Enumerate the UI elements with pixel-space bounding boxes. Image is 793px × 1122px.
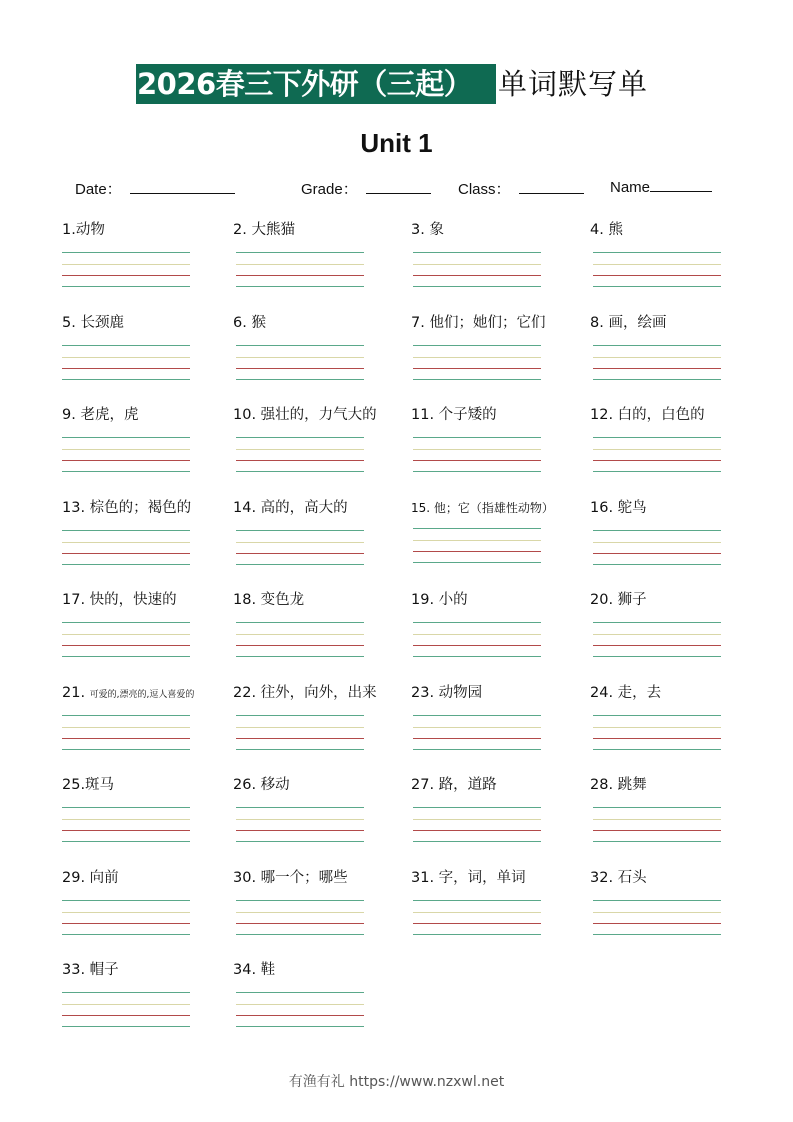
writing-lines[interactable] bbox=[413, 807, 541, 843]
word-prompt: 27. 路，道路 bbox=[411, 777, 497, 793]
writing-lines[interactable] bbox=[62, 622, 190, 658]
writing-line bbox=[236, 727, 364, 728]
word-prompt: 17. 快的，快速的 bbox=[62, 592, 177, 608]
word-prompt: 2. 大熊猫 bbox=[233, 222, 295, 238]
writing-lines[interactable] bbox=[413, 345, 541, 381]
word-prompt: 31. 字，词，单词 bbox=[411, 870, 526, 886]
word-prompt: 33. 帽子 bbox=[62, 962, 119, 978]
writing-line bbox=[236, 819, 364, 820]
word-prompt: 15. 他；它（指雄性动物） bbox=[411, 501, 554, 515]
title-text: 单词默写单 bbox=[498, 67, 649, 101]
writing-line bbox=[593, 715, 721, 716]
writing-line bbox=[236, 749, 364, 750]
unit-heading: Unit 1 bbox=[360, 128, 433, 158]
writing-line bbox=[236, 912, 364, 913]
writing-line bbox=[593, 471, 721, 472]
writing-line bbox=[62, 934, 190, 935]
title-row bbox=[0, 64, 793, 106]
writing-line bbox=[413, 738, 541, 739]
writing-line bbox=[62, 530, 190, 531]
writing-line bbox=[236, 992, 364, 993]
writing-lines[interactable] bbox=[413, 437, 541, 473]
word-item bbox=[590, 314, 760, 394]
writing-line bbox=[62, 1015, 190, 1016]
writing-line bbox=[593, 923, 721, 924]
word-prompt: 18. 变色龙 bbox=[233, 592, 305, 608]
writing-line bbox=[593, 357, 721, 358]
word-item bbox=[411, 684, 581, 764]
writing-line bbox=[413, 715, 541, 716]
writing-line bbox=[413, 645, 541, 646]
writing-line bbox=[62, 1004, 190, 1005]
writing-line bbox=[236, 357, 364, 358]
writing-line bbox=[593, 819, 721, 820]
title-highlight: 2026春三下外研（三起） bbox=[136, 64, 496, 104]
writing-line bbox=[236, 530, 364, 531]
writing-line bbox=[236, 738, 364, 739]
word-item bbox=[233, 591, 403, 671]
word-prompt: 14. 高的，高大的 bbox=[233, 500, 348, 516]
writing-line bbox=[593, 437, 721, 438]
writing-line bbox=[62, 634, 190, 635]
writing-lines[interactable] bbox=[413, 622, 541, 658]
writing-line bbox=[413, 622, 541, 623]
writing-line bbox=[236, 622, 364, 623]
writing-line bbox=[413, 819, 541, 820]
word-prompt: 5. 长颈鹿 bbox=[62, 315, 124, 331]
writing-line bbox=[593, 727, 721, 728]
writing-line bbox=[593, 368, 721, 369]
word-prompt: 32. 石头 bbox=[590, 870, 647, 886]
word-item bbox=[233, 221, 403, 301]
word-item bbox=[590, 684, 760, 764]
writing-line bbox=[236, 634, 364, 635]
writing-line bbox=[236, 345, 364, 346]
info-label: Class： bbox=[458, 181, 511, 198]
word-item bbox=[590, 776, 760, 856]
writing-line bbox=[62, 912, 190, 913]
writing-line bbox=[413, 634, 541, 635]
writing-line bbox=[413, 471, 541, 472]
writing-line bbox=[62, 727, 190, 728]
writing-line bbox=[62, 379, 190, 380]
word-prompt: 1.动物 bbox=[62, 222, 105, 238]
word-item bbox=[62, 961, 232, 1041]
writing-line bbox=[62, 471, 190, 472]
writing-line bbox=[413, 830, 541, 831]
writing-line bbox=[413, 900, 541, 901]
writing-lines[interactable] bbox=[593, 807, 721, 843]
writing-line bbox=[236, 934, 364, 935]
writing-line bbox=[413, 841, 541, 842]
writing-line bbox=[62, 286, 190, 287]
word-prompt: 25.斑马 bbox=[62, 777, 115, 793]
info-blank-line[interactable] bbox=[519, 180, 584, 194]
writing-line bbox=[62, 819, 190, 820]
word-prompt: 9. 老虎，虎 bbox=[62, 407, 139, 423]
writing-line bbox=[236, 1004, 364, 1005]
writing-line bbox=[413, 749, 541, 750]
writing-line bbox=[62, 449, 190, 450]
writing-line bbox=[413, 252, 541, 253]
writing-lines[interactable] bbox=[593, 715, 721, 751]
writing-line bbox=[62, 542, 190, 543]
writing-lines[interactable] bbox=[593, 252, 721, 288]
writing-line bbox=[62, 645, 190, 646]
writing-lines[interactable] bbox=[413, 900, 541, 936]
writing-line bbox=[593, 622, 721, 623]
word-prompt: 3. 象 bbox=[411, 222, 444, 238]
writing-line bbox=[413, 437, 541, 438]
writing-lines[interactable] bbox=[236, 437, 364, 473]
word-prompt: 7. 他们；她们；它们 bbox=[411, 315, 546, 331]
writing-line bbox=[62, 368, 190, 369]
writing-line bbox=[593, 379, 721, 380]
writing-line bbox=[593, 841, 721, 842]
writing-line bbox=[62, 460, 190, 461]
writing-line bbox=[593, 460, 721, 461]
word-item bbox=[233, 499, 403, 579]
word-item bbox=[62, 776, 232, 856]
writing-line bbox=[62, 715, 190, 716]
writing-line bbox=[593, 542, 721, 543]
writing-lines[interactable] bbox=[236, 715, 364, 751]
word-prompt: 8. 画，绘画 bbox=[590, 315, 667, 331]
writing-line bbox=[62, 252, 190, 253]
word-item bbox=[590, 591, 760, 671]
info-field-class[interactable] bbox=[458, 178, 584, 199]
word-item bbox=[62, 591, 232, 671]
word-item bbox=[233, 961, 403, 1041]
writing-line bbox=[413, 264, 541, 265]
writing-line bbox=[413, 449, 541, 450]
writing-line bbox=[236, 275, 364, 276]
word-item bbox=[233, 314, 403, 394]
word-item bbox=[411, 591, 581, 671]
writing-lines[interactable] bbox=[62, 807, 190, 843]
writing-line bbox=[413, 345, 541, 346]
info-blank-line[interactable] bbox=[650, 178, 712, 192]
writing-line bbox=[413, 912, 541, 913]
writing-line bbox=[593, 656, 721, 657]
writing-line bbox=[413, 357, 541, 358]
word-prompt: 26. 移动 bbox=[233, 777, 290, 793]
writing-line bbox=[593, 645, 721, 646]
word-item bbox=[411, 406, 581, 486]
word-item bbox=[590, 221, 760, 301]
writing-line bbox=[62, 437, 190, 438]
writing-line bbox=[236, 252, 364, 253]
writing-line bbox=[593, 275, 721, 276]
writing-lines[interactable] bbox=[62, 530, 190, 566]
info-label: Date： bbox=[75, 181, 122, 198]
writing-line bbox=[236, 286, 364, 287]
writing-line bbox=[413, 923, 541, 924]
writing-line bbox=[593, 345, 721, 346]
writing-line bbox=[236, 900, 364, 901]
writing-line bbox=[62, 553, 190, 554]
writing-line bbox=[62, 749, 190, 750]
word-prompt: 6. 猴 bbox=[233, 315, 266, 331]
writing-lines[interactable] bbox=[62, 715, 190, 751]
writing-line bbox=[413, 286, 541, 287]
word-prompt: 10. 强壮的，力气大的 bbox=[233, 407, 377, 423]
writing-line bbox=[413, 379, 541, 380]
writing-line bbox=[62, 345, 190, 346]
writing-line bbox=[593, 564, 721, 565]
writing-line bbox=[413, 551, 541, 552]
info-label: Grade： bbox=[301, 181, 358, 198]
footer-watermark: 有渔有礼 https://www.nzxwl.net bbox=[288, 1074, 505, 1090]
word-item bbox=[590, 869, 760, 949]
word-prompt: 29. 向前 bbox=[62, 870, 119, 886]
writing-lines[interactable] bbox=[593, 437, 721, 473]
writing-line bbox=[62, 923, 190, 924]
writing-line bbox=[593, 738, 721, 739]
writing-line bbox=[413, 275, 541, 276]
writing-lines[interactable] bbox=[236, 807, 364, 843]
word-prompt: 19. 小的 bbox=[411, 592, 468, 608]
writing-line bbox=[62, 357, 190, 358]
info-field-grade[interactable] bbox=[301, 178, 431, 199]
writing-line bbox=[413, 562, 541, 563]
writing-line bbox=[62, 264, 190, 265]
info-blank-line[interactable] bbox=[130, 180, 235, 194]
writing-lines[interactable] bbox=[413, 715, 541, 751]
word-prompt: 4. 熊 bbox=[590, 222, 623, 238]
writing-line bbox=[62, 807, 190, 808]
writing-line bbox=[62, 1026, 190, 1027]
writing-line bbox=[236, 542, 364, 543]
writing-lines[interactable] bbox=[62, 992, 190, 1028]
writing-line bbox=[413, 656, 541, 657]
writing-line bbox=[593, 530, 721, 531]
word-prompt: 28. 跳舞 bbox=[590, 777, 647, 793]
writing-lines[interactable] bbox=[62, 437, 190, 473]
writing-line bbox=[236, 471, 364, 472]
writing-line bbox=[62, 900, 190, 901]
writing-line bbox=[413, 934, 541, 935]
word-prompt: 13. 棕色的；褐色的 bbox=[62, 500, 192, 516]
writing-line bbox=[413, 368, 541, 369]
writing-line bbox=[593, 449, 721, 450]
writing-lines[interactable] bbox=[413, 252, 541, 288]
word-prompt: 34. 鞋 bbox=[233, 962, 276, 978]
writing-lines[interactable] bbox=[236, 622, 364, 658]
word-prompt: 22. 往外，向外，出来 bbox=[233, 685, 377, 701]
writing-line bbox=[236, 645, 364, 646]
word-item bbox=[233, 684, 403, 764]
writing-line bbox=[236, 1026, 364, 1027]
writing-line bbox=[593, 252, 721, 253]
word-item bbox=[233, 406, 403, 486]
word-prompt: 16. 鸵鸟 bbox=[590, 500, 647, 516]
info-blank-line[interactable] bbox=[366, 180, 431, 194]
word-prompt: 11. 个子矮的 bbox=[411, 407, 497, 423]
writing-line bbox=[236, 830, 364, 831]
word-prompt: 20. 狮子 bbox=[590, 592, 647, 608]
writing-line bbox=[593, 749, 721, 750]
writing-line bbox=[62, 622, 190, 623]
writing-line bbox=[593, 934, 721, 935]
word-prompt: 21. 可爱的,漂亮的,逗人喜爱的 bbox=[62, 685, 195, 701]
writing-line bbox=[236, 841, 364, 842]
word-prompt: 12. 白的，白色的 bbox=[590, 407, 705, 423]
writing-lines[interactable] bbox=[413, 528, 541, 564]
writing-line bbox=[593, 912, 721, 913]
writing-lines[interactable] bbox=[236, 530, 364, 566]
word-item bbox=[411, 869, 581, 949]
writing-line bbox=[593, 264, 721, 265]
writing-line bbox=[62, 738, 190, 739]
word-prompt: 24. 走，去 bbox=[590, 685, 662, 701]
info-label: Name bbox=[610, 179, 651, 196]
writing-lines[interactable] bbox=[236, 992, 364, 1028]
writing-lines[interactable] bbox=[62, 345, 190, 381]
writing-lines[interactable] bbox=[236, 900, 364, 936]
writing-line bbox=[593, 807, 721, 808]
writing-line bbox=[593, 900, 721, 901]
writing-line bbox=[236, 807, 364, 808]
writing-line bbox=[413, 807, 541, 808]
writing-line bbox=[62, 656, 190, 657]
writing-lines[interactable] bbox=[593, 900, 721, 936]
word-item bbox=[411, 314, 581, 394]
word-prompt: 23. 动物园 bbox=[411, 685, 483, 701]
writing-lines[interactable] bbox=[236, 345, 364, 381]
writing-line bbox=[62, 841, 190, 842]
writing-lines[interactable] bbox=[593, 345, 721, 381]
word-item bbox=[233, 776, 403, 856]
writing-line bbox=[236, 264, 364, 265]
word-item bbox=[62, 221, 232, 301]
word-item bbox=[62, 869, 232, 949]
writing-line bbox=[236, 449, 364, 450]
writing-line bbox=[236, 656, 364, 657]
writing-lines[interactable] bbox=[236, 252, 364, 288]
writing-line bbox=[62, 564, 190, 565]
word-item bbox=[62, 314, 232, 394]
writing-line bbox=[413, 460, 541, 461]
writing-lines[interactable] bbox=[593, 622, 721, 658]
word-item bbox=[62, 684, 232, 764]
info-field-name[interactable] bbox=[610, 178, 712, 196]
writing-line bbox=[236, 1015, 364, 1016]
writing-lines[interactable] bbox=[62, 900, 190, 936]
writing-line bbox=[593, 286, 721, 287]
writing-line bbox=[62, 830, 190, 831]
writing-lines[interactable] bbox=[593, 530, 721, 566]
word-item bbox=[411, 499, 581, 579]
word-prompt: 30. 哪一个；哪些 bbox=[233, 870, 348, 886]
writing-lines[interactable] bbox=[62, 252, 190, 288]
word-item bbox=[411, 776, 581, 856]
word-item bbox=[62, 406, 232, 486]
writing-line bbox=[413, 528, 541, 529]
writing-line bbox=[593, 830, 721, 831]
writing-line bbox=[236, 923, 364, 924]
writing-line bbox=[236, 437, 364, 438]
info-field-date[interactable] bbox=[75, 178, 235, 199]
writing-line bbox=[593, 553, 721, 554]
writing-line bbox=[413, 540, 541, 541]
writing-line bbox=[236, 715, 364, 716]
writing-line bbox=[236, 368, 364, 369]
writing-line bbox=[62, 992, 190, 993]
word-item bbox=[590, 499, 760, 579]
writing-line bbox=[236, 553, 364, 554]
writing-line bbox=[236, 379, 364, 380]
word-item bbox=[233, 869, 403, 949]
writing-line bbox=[62, 275, 190, 276]
word-item bbox=[590, 406, 760, 486]
writing-line bbox=[236, 564, 364, 565]
word-item bbox=[411, 221, 581, 301]
word-item bbox=[62, 499, 232, 579]
writing-line bbox=[593, 634, 721, 635]
writing-line bbox=[236, 460, 364, 461]
writing-line bbox=[413, 727, 541, 728]
